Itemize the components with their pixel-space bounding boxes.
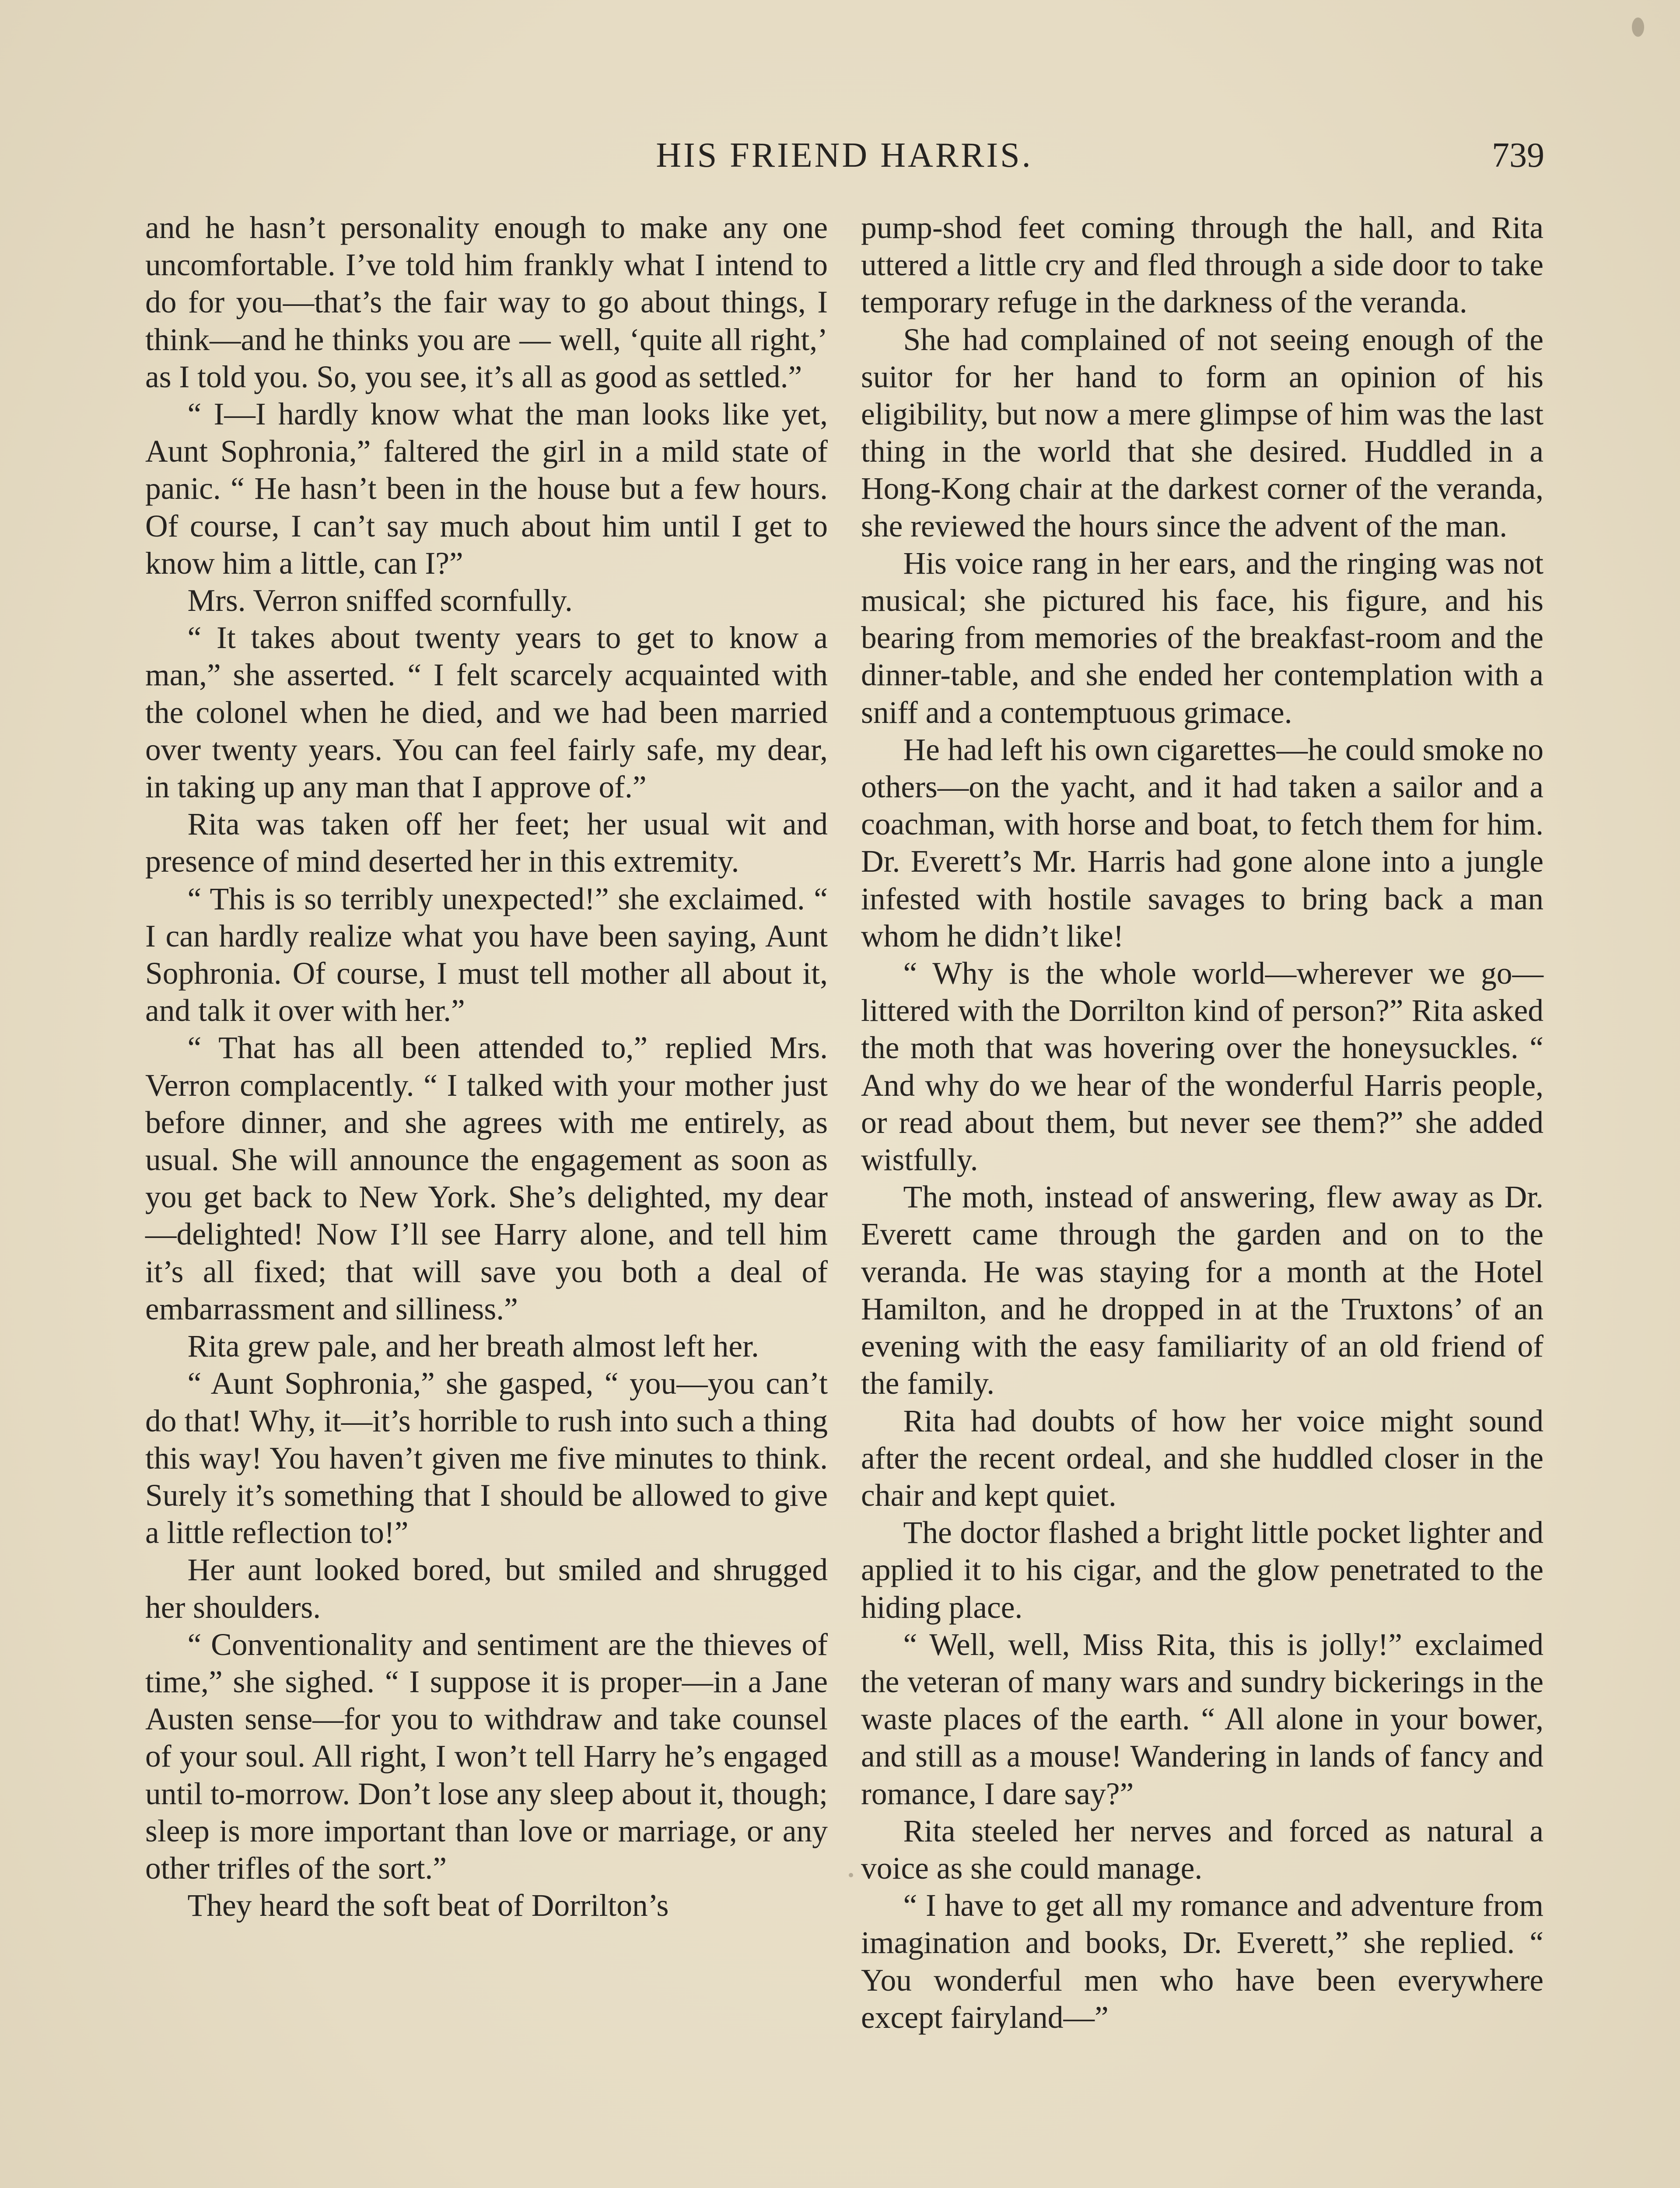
- paragraph: Rita was taken off her feet; her usual wit and presence of mind deserted her in this extremity.: [145, 807, 828, 879]
- paragraph: Rita steeled her nerves and forced as natural a voice as she could manage.: [861, 1813, 1544, 1886]
- paragraph: “ Conventionality and sentiment are the thieves of time,” she sighed. “ I suppose it is proper—in a Jane Austen sense—for you to withdraw and take counsel of your soul. All right, I won’t tell Harry he’s engaged until to-morrow. Don’t lose any sleep about it, though; sleep is more important than love or marriage, or any other trifles of the sort.”: [145, 1627, 828, 1886]
- page-number: 739: [1492, 136, 1544, 175]
- paragraph: She had complained of not seeing enough of the suitor for her hand to form an opinion of his eligibility, but now a mere glimpse of him was the last thing in the world that she desired. Huddled in a Hong-Kong chair at the darkest corner of the veranda, she reviewed the hours since the advent of the man.: [861, 322, 1544, 543]
- paragraph: “ Aunt Sophronia,” she gasped, “ you—you can’t do that! Why, it—it’s horrible to rush into such a thing this way! You haven’t given me five minutes to think. Surely it’s something that I should be allowed to give a little reflection to!”: [145, 1366, 828, 1550]
- paragraph: Her aunt looked bored, but smiled and shrugged her shoulders.: [145, 1553, 828, 1625]
- paragraph: “ It takes about twenty years to get to know a man,” she asserted. “ I felt scarcely acquainted with the colonel when he died, and we had been married over twenty years. You can feel fairly safe, my dear, in taking up any man that I approve of.”: [145, 621, 828, 805]
- paragraph: They heard the soft beat of Dorrilton’s: [187, 1888, 669, 1923]
- running-head-title: HIS FRIEND HARRIS.: [656, 136, 1033, 175]
- page-header: [144, 131, 1544, 179]
- paragraph: He had left his own cigarettes—he could smoke no others—on the yacht, and it had taken a sailor and a coachman, with horse and boat, to fetch them for him. Dr. Everett’s Mr. Harris had gone alone into a jungle infested with hostile savages to bring back a man whom he didn’t like!: [861, 732, 1544, 954]
- paragraph: “ That has all been attended to,” replied Mrs. Verron complacently. “ I talked with your mother just before dinner, and she agrees with me entirely, as usual. She will announce the engagement as soon as you get back to New York. She’s delighted, my dear—delighted! Now I’ll see Harry alone, and tell him it’s all fixed; that will save you both a deal of embarrassment and silliness.”: [145, 1031, 828, 1326]
- paper-speck: [1632, 18, 1644, 37]
- paragraph: Mrs. Verron sniffed scornfully.: [187, 583, 573, 618]
- paper-speck: [849, 1873, 853, 1877]
- right-text-column: [861, 209, 1544, 2036]
- left-text-column: [145, 209, 828, 1924]
- paragraph: Rita had doubts of how her voice might sound after the recent ordeal, and she huddled closer in the chair and kept quiet.: [861, 1403, 1544, 1513]
- paragraph: His voice rang in her ears, and the ringing was not musical; she pictured his face, his figure, and his bearing from memories of the breakfast-room and the dinner-table, and she ended her contemplation with a sniff and a contemptuous grimace.: [861, 546, 1544, 730]
- paragraph: “ I have to get all my romance and adventure from imagination and books, Dr. Everett,” she replied. “ You wonderful men who have been everywhere except fairyland—”: [861, 1888, 1544, 2035]
- paragraph: pump-shod feet coming through the hall, and Rita uttered a little cry and fled through a side door to take temporary refuge in the darkness of the veranda.: [861, 210, 1544, 320]
- paragraph: Rita grew pale, and her breath almost left her.: [187, 1329, 759, 1364]
- paragraph: “ This is so terribly unexpected!” she exclaimed. “ I can hardly realize what you have been saying, Aunt Sophronia. Of course, I must tell mother all about it, and talk it over with her.”: [145, 881, 828, 1028]
- paragraph: The moth, instead of answering, flew away as Dr. Everett came through the garden and on to the veranda. He was staying for a month at the Hotel Hamilton, and he dropped in at the Truxtons’ of an evening with the easy familiarity of an old friend of the family.: [861, 1180, 1544, 1401]
- paragraph: “ Well, well, Miss Rita, this is jolly!” exclaimed the veteran of many wars and sundry bickerings in the waste places of the earth. “ All alone in your bower, and still as a mouse! Wandering in lands of fancy and romance, I dare say?”: [861, 1627, 1544, 1811]
- paragraph: and he hasn’t personality enough to make any one uncomfortable. I’ve told him frankly what I intend to do for you—that’s the fair way to go about things, I think—and he thinks you are — well, ‘quite all right,’ as I told you. So, you see, it’s all as good as settled.”: [145, 210, 828, 394]
- paragraph: “ I—I hardly know what the man looks like yet, Aunt Sophronia,” faltered the girl in a mild state of panic. “ He hasn’t been in the house but a few hours. Of course, I can’t say much about him until I get to know him a little, can I?”: [145, 397, 828, 581]
- paragraph: The doctor flashed a bright little pocket lighter and applied it to his cigar, and the glow penetrated to the hiding place.: [861, 1515, 1544, 1625]
- paragraph: “ Why is the whole world—wherever we go—littered with the Dorrilton kind of person?” Rita asked the moth that was hovering over the honeysuckles. “ And why do we hear of the wonderful Harris people, or read about them, but never see them?” she added wistfully.: [861, 956, 1544, 1178]
